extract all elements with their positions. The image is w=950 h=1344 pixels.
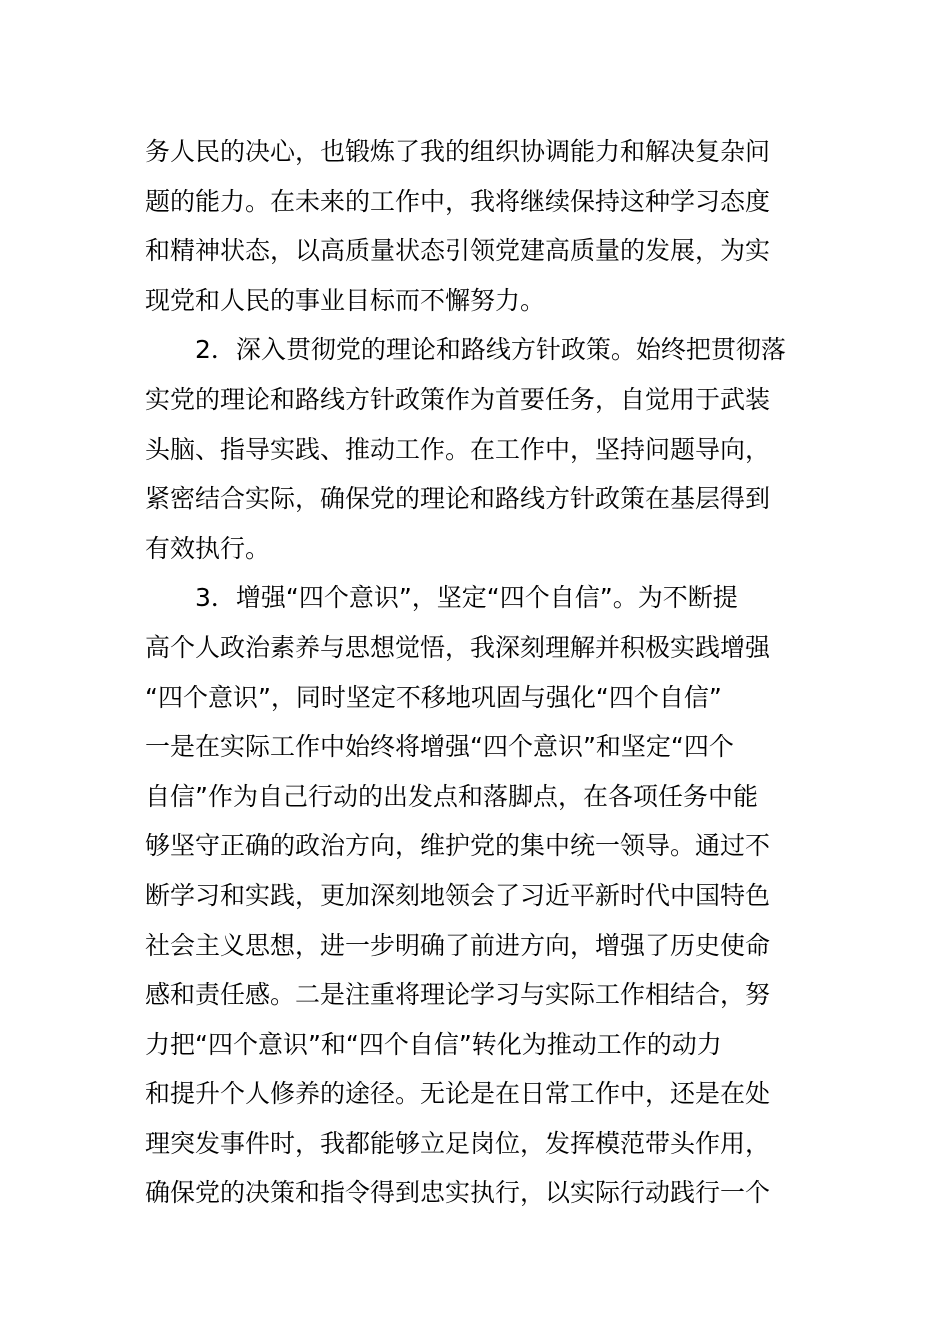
text-line: 实党的理论和路线方针政策作为首要任务，自觉用于武装	[145, 384, 771, 414]
text-line: 务人民的决心，也锻炼了我的组织协调能力和解决复杂问	[145, 137, 771, 166]
text-line: 有效执行。	[145, 533, 271, 563]
text-line: 断学习和实践，更加深刻地领会了习近平新时代中国特色	[145, 880, 771, 910]
text-line: 现党和人民的事业目标而不懈努力。	[145, 285, 546, 315]
text-line: 一是在实际工作中始终将增强“四个意识”和坚定“四个	[145, 732, 734, 762]
text-line: “四个意识”，同时坚定不移地巩固与强化“四个自信”	[145, 682, 722, 712]
text-line: 感和责任感。二是注重将理论学习与实际工作相结合，努	[145, 980, 771, 1010]
text-line: 够坚守正确的政治方向，维护党的集中统一领导。通过不	[145, 831, 771, 861]
text-line: 和提升个人修养的途径。无论是在日常工作中，还是在处	[145, 1079, 771, 1109]
text-line: 头脑、指导实践、推动工作。在工作中，坚持问题导向，	[145, 434, 771, 464]
text-line: 力把“四个意识”和“四个自信”转化为推动工作的动力	[145, 1029, 722, 1059]
text-line: 紧密结合实际，确保党的理论和路线方针政策在基层得到	[145, 484, 771, 514]
text-line: 确保党的决策和指令得到忠实执行，以实际行动践行一个	[145, 1178, 771, 1208]
text-line: 2．深入贯彻党的理论和路线方针政策。始终把贯彻落	[195, 335, 786, 365]
text-line: 理突发事件时，我都能够立足岗位，发挥模范带头作用，	[145, 1128, 771, 1158]
text-line: 社会主义思想，进一步明确了前进方向，增强了历史使命	[145, 930, 771, 960]
text-line: 自信”作为自己行动的出发点和落脚点，在各项任务中能	[145, 781, 758, 811]
text-line: 题的能力。在未来的工作中，我将继续保持这种学习态度	[145, 186, 771, 216]
text-line: 3．增强“四个意识”，坚定“四个自信”。为不断提	[195, 583, 738, 613]
document-body	[145, 127, 809, 1218]
text-line: 高个人政治素养与思想觉悟，我深刻理解并积极实践增强	[145, 632, 771, 662]
text-line: 和精神状态，以高质量状态引领党建高质量的发展，为实	[145, 236, 771, 266]
